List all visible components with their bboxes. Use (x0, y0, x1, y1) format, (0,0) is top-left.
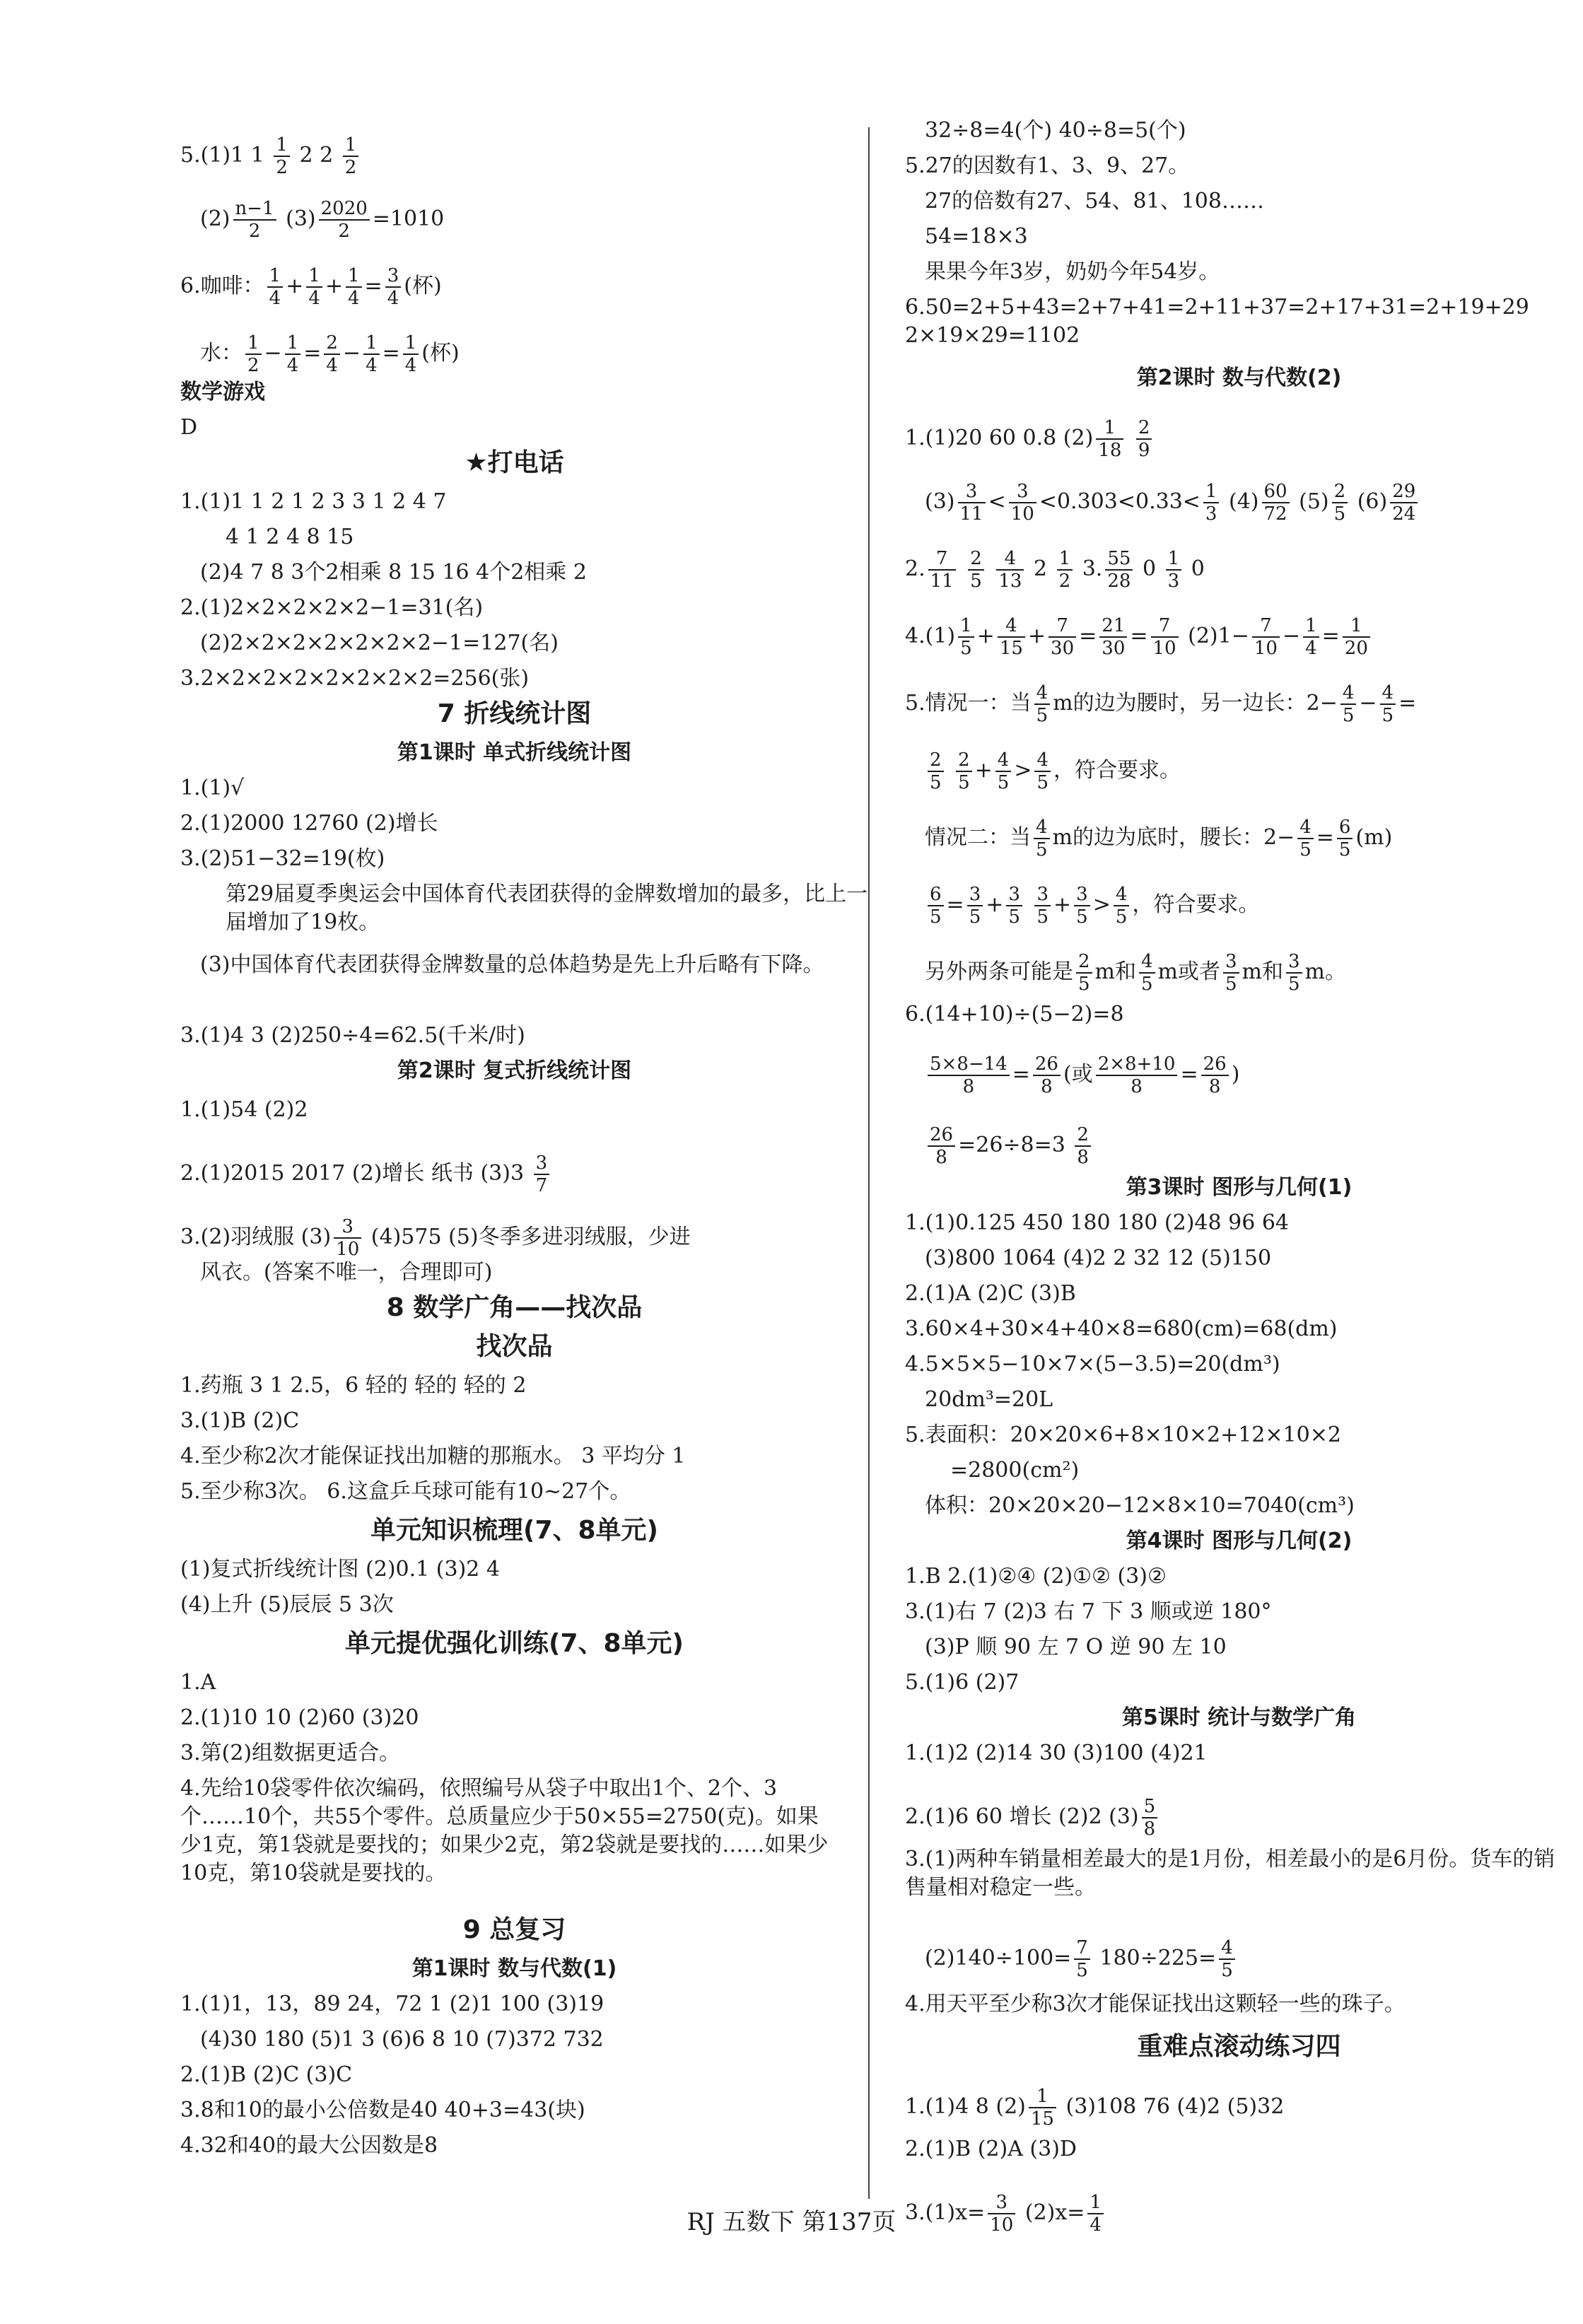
fraction: $\frac{4}{5}$ (1139, 951, 1155, 995)
answer-line: 2.(1)2×2×2×2×2−1=31(名) (180, 595, 484, 620)
answer-line: 2.(1)A (2)C (3)B (905, 1281, 1076, 1306)
fraction: $\frac{4}{15}$ (998, 615, 1025, 659)
answer-line: 4.(1) $\frac{1}{5}$ + $\frac{4}{15}$ + $\frac{7}{30}$ = $\frac{21}{30}$ = $\frac{7}{10}$ (2)1− $\frac{7}{10}$ − $\frac{1}{4}$ = $\frac{1}{20}$ (905, 615, 1373, 659)
fraction: $\frac{1}{3}$ (1166, 548, 1182, 592)
fraction: $\frac{1}{4}$ (346, 265, 362, 309)
fraction: $\frac{7}{30}$ (1048, 615, 1076, 659)
answer-line: 1.(1)0.125 450 180 180 (2)48 96 64 (905, 1210, 1290, 1235)
answer-line: 1.(1)1，13，89 24，72 1 (2)1 100 (3)19 (180, 1992, 604, 2016)
answer-line: 果果今年3岁，奶奶今年54岁。 (925, 259, 1220, 284)
fraction: $\frac{n-1}{2}$ (233, 198, 276, 242)
fraction: $\frac{3}{7}$ (534, 1152, 550, 1196)
section-heading: 第4课时 图形与几何(2) (1126, 1529, 1353, 1553)
fraction: $\frac{2}{5}$ (1076, 951, 1092, 995)
answer-line: $\frac{5\times 8-14}{8}$ = $\frac{26}{8}$ (或 $\frac{2\times 8+10}{8}$ = $\frac{26}{8}$ ) (925, 1053, 1239, 1097)
section-heading: 9 总复习 (462, 1915, 566, 1944)
answer-line: 1.B 2.(1)②④ (2)①② (3)② (905, 1564, 1167, 1589)
section-heading: 8 数学广角——找次品 (386, 1293, 643, 1322)
answer-line: $\frac{6}{5}$ = $\frac{3}{5}$ + $\frac{3}{5}$ $\frac{3}{5}$ + $\frac{3}{5}$ > $\frac{4}{5}$ ，符合要求。 (925, 884, 1259, 928)
fraction: $\frac{4}{5}$ (1297, 817, 1314, 860)
answer-line: $\frac{26}{8}$ =26÷8=3 $\frac{2}{8}$ (925, 1124, 1094, 1168)
answer-line: 3.(1)4 3 (2)250÷4=62.5(千米/时) (180, 1023, 525, 1048)
fraction: $\frac{3}{5}$ (1223, 951, 1239, 995)
fraction: $\frac{3}{5}$ (1006, 884, 1022, 928)
answer-line: (3)中国体育代表团获得金牌数量的总体趋势是先上升后略有下降。 (200, 952, 824, 977)
fraction: $\frac{26}{8}$ (928, 1124, 955, 1168)
answer-line: 情况二：当 $\frac{4}{5}$ m的边为底时，腰长：2− $\frac{4}{5}$ = $\frac{6}{5}$ (m) (925, 817, 1393, 860)
column-divider (868, 127, 870, 2199)
section-heading: 数学游戏 (180, 380, 265, 404)
answer-line: 5.(1)6 (2)7 (905, 1670, 1020, 1695)
answer-line: 水： $\frac{1}{2}$ − $\frac{1}{4}$ = $\frac{2}{4}$ − $\frac{1}{4}$ = $\frac{1}{4}$ (杯) (200, 332, 460, 376)
fraction: $\frac{2}{5}$ (1332, 481, 1348, 525)
fraction: $\frac{2}{5}$ (956, 749, 972, 793)
answer-line: 3.(1)两种车销量相差最大的是1月份，相差最小的是6月份。货车的销售量相对稳定一些。 (905, 1847, 1555, 1900)
fraction: $\frac{4}{5}$ (1340, 682, 1357, 726)
answer-line: 32÷8=4(个) 40÷8=5(个) (925, 118, 1186, 143)
fraction: $\frac{7}{11}$ (928, 548, 956, 592)
fraction: $\frac{4}{5}$ (995, 749, 1012, 793)
answer-line: 5.(1)1 1 $\frac{1}{2}$ 2 2 $\frac{1}{2}$ (180, 134, 361, 178)
answer-line: 2. $\frac{7}{11}$ $\frac{2}{5}$ $\frac{4}{13}$ 2 $\frac{1}{2}$ 3. $\frac{55}{28}$ 0 $\frac{1}{3}$ 0 (905, 548, 1205, 592)
answer-line: 3.60×4+30×4+40×8=680(cm)=68(dm) (905, 1316, 1338, 1341)
answer-line: 3.(1)x= $\frac{3}{10}$ (2)x= $\frac{1}{4}$ (905, 2192, 1106, 2236)
section-heading: 7 折线统计图 (437, 699, 592, 728)
section-heading: 第3课时 图形与几何(1) (1126, 1175, 1353, 1200)
answer-line: 6.咖啡： $\frac{1}{4}$ + $\frac{1}{4}$ + $\frac{1}{4}$ = $\frac{3}{4}$ (杯) (180, 265, 442, 309)
answer-line: 6.(14+10)÷(5−2)=8 (905, 1002, 1124, 1027)
section-heading: ★打电话 (465, 448, 564, 477)
answer-line: (4)上升 (5)辰辰 5 3次 (180, 1592, 394, 1617)
fraction: $\frac{4}{5}$ (1380, 682, 1396, 726)
answer-line: 1.(1)1 1 2 1 2 3 3 1 2 4 7 (180, 489, 447, 514)
fraction: $\frac{1}{20}$ (1343, 615, 1370, 659)
fraction: $\frac{1}{2}$ (245, 332, 262, 376)
answer-line: 1.(1)20 60 0.8 (2) $\frac{1}{18}$ $\frac{2}{9}$ (905, 417, 1155, 461)
answer-line: 20dm³=20L (925, 1387, 1053, 1412)
answer-line: 5.情况一：当 $\frac{4}{5}$ m的边为腰时，另一边长：2− $\frac{4}{5}$ − $\frac{4}{5}$ = (905, 682, 1417, 726)
fraction: $\frac{5\times 8-14}{8}$ (928, 1053, 1010, 1097)
answer-line: 1.A (180, 1670, 216, 1695)
section-heading: 找次品 (476, 1332, 553, 1361)
fraction: $\frac{7}{5}$ (1074, 1937, 1090, 1981)
section-heading: 第5课时 统计与数学广角 (1121, 1705, 1357, 1730)
answer-line: 3.(1)右 7 (2)3 右 7 下 3 顺或逆 180° (905, 1599, 1272, 1624)
answer-line: (2)4 7 8 3个2相乘 8 15 16 4个2相乘 2 (200, 560, 587, 585)
answer-line: 1.(1)√ (180, 776, 245, 800)
fraction: $\frac{1}{2}$ (1057, 548, 1073, 592)
answer-line: 54=18×3 (925, 224, 1028, 249)
answer-line: 第29届夏季奥运会中国体育代表团获得的金牌数增加的最多，比上一届增加了19枚。 (226, 882, 868, 935)
fraction: $\frac{1}{18}$ (1096, 417, 1123, 461)
fraction: $\frac{3}{11}$ (958, 481, 986, 525)
answer-line: 3.(2)羽绒服 (3) $\frac{3}{10}$ (4)575 (5)冬季多进羽绒服，少进 (180, 1216, 691, 1260)
fraction: $\frac{5}{8}$ (1142, 1796, 1158, 1840)
fraction: $\frac{60}{72}$ (1262, 481, 1290, 525)
answer-line: (4)30 180 (5)1 3 (6)6 8 10 (7)372 732 (200, 2027, 604, 2052)
fraction: $\frac{1}{4}$ (1303, 615, 1319, 659)
fraction: $\frac{3}{4}$ (385, 265, 402, 309)
answer-line: 2.(1)B (2)C (3)C (180, 2062, 353, 2087)
fraction: $\frac{4}{13}$ (996, 548, 1024, 592)
fraction: $\frac{1}{2}$ (343, 134, 359, 178)
fraction: $\frac{3}{10}$ (988, 2192, 1015, 2236)
fraction: $\frac{26}{8}$ (1033, 1053, 1061, 1097)
fraction: $\frac{1}{4}$ (403, 332, 419, 376)
fraction: $\frac{4}{5}$ (1034, 817, 1050, 860)
answer-line: 2.(1)10 10 (2)60 (3)20 (180, 1705, 419, 1730)
fraction: $\frac{26}{8}$ (1201, 1053, 1229, 1097)
fraction: $\frac{6}{5}$ (928, 884, 944, 928)
fraction: $\frac{2020}{2}$ (319, 198, 370, 242)
answer-line: 6.50=2+5+43=2+7+41=2+11+37=2+17+31=2+19+29 2×19×29=1102 (905, 295, 1529, 348)
fraction: $\frac{2}{9}$ (1136, 417, 1152, 461)
fraction: $\frac{3}{5}$ (967, 884, 983, 928)
answer-line: (1)复式折线统计图 (2)0.1 (3)2 4 (180, 1557, 500, 1582)
fraction: $\frac{7}{10}$ (1151, 615, 1179, 659)
answer-line: 5.27的因数有1、3、9、27。 (905, 153, 1190, 178)
fraction: $\frac{3}{10}$ (334, 1216, 361, 1260)
answer-line: (3)800 1064 (4)2 2 32 12 (5)150 (925, 1246, 1272, 1271)
answer-line: 3.(2)51−32=19(枚) (180, 846, 385, 871)
section-heading: 第1课时 单式折线统计图 (397, 740, 632, 765)
answer-line: 4.32和40的最大公因数是8 (180, 2133, 438, 2158)
fraction: $\frac{2\times 8+10}{8}$ (1096, 1053, 1178, 1097)
answer-line: 5.至少称3次。 6.这盒乒乓球可能有10~27个。 (180, 1479, 631, 1504)
fraction: $\frac{3}{10}$ (1009, 481, 1036, 525)
answer-line: 风衣。(答案不唯一，合理即可) (200, 1260, 493, 1285)
answer-line: 4.先给10袋零件依次编码，依照编号从袋子中取出1个、2个、3个……10个，共55个零件。总质量应少于50×55=2750(克)。如果少1克，第1袋就是要找的；如果少2克，第2袋就是要找的……如果少10克，第10袋就是要找的。 (180, 1776, 829, 1886)
answer-line: (2)2×2×2×2×2×2×2−1=127(名) (200, 631, 559, 655)
answer-line: 4.用天平至少称3次才能保证找出这颗轻一些的珠子。 (905, 1992, 1406, 2016)
page-footer: RJ 五数下 第137页 (687, 2208, 896, 2236)
answer-line: (3) $\frac{3}{11}$ < $\frac{3}{10}$ <0.303<0.33< $\frac{1}{3}$ (4) $\frac{60}{72}$ (5) $\frac{2}{5}$ (6) $\frac{29}{24}$ (925, 481, 1420, 525)
fraction: $\frac{7}{10}$ (1252, 615, 1280, 659)
fraction: $\frac{2}{5}$ (928, 749, 944, 793)
section-heading: 单元提优强化训练(7、8单元) (344, 1629, 684, 1658)
fraction: $\frac{55}{28}$ (1105, 548, 1133, 592)
fraction: $\frac{4}{5}$ (1114, 884, 1130, 928)
answer-line: 1.(1)54 (2)2 (180, 1097, 308, 1122)
section-heading: 第2课时 复式折线统计图 (397, 1058, 632, 1083)
answer-line: (2) $\frac{n-1}{2}$ (3) $\frac{2020}{2}$ =1010 (200, 198, 445, 242)
answer-line: 3.8和10的最小公倍数是40 40+3=43(块) (180, 2098, 585, 2122)
answer-line: 2.(1)B (2)A (3)D (905, 2137, 1077, 2161)
fraction: $\frac{3}{5}$ (1286, 951, 1302, 995)
answer-line: 4.5×5×5−10×7×(5−3.5)=20(dm³) (905, 1352, 1280, 1377)
fraction: $\frac{21}{30}$ (1099, 615, 1127, 659)
fraction: $\frac{6}{5}$ (1337, 817, 1353, 860)
fraction: $\frac{4}{5}$ (1034, 749, 1051, 793)
fraction: $\frac{3}{5}$ (1074, 884, 1090, 928)
answer-line: (2)140÷100= $\frac{7}{5}$ 180÷225= $\frac{4}{5}$ (925, 1937, 1238, 1981)
fraction: $\frac{1}{4}$ (363, 332, 380, 376)
answer-line: 3.(1)B (2)C (180, 1408, 300, 1433)
answer-line: 4.至少称2次才能保证找出加糖的那瓶水。 3 平均分 1 (180, 1444, 686, 1468)
fraction: $\frac{2}{5}$ (968, 548, 984, 592)
answer-line: 1.(1)4 8 (2) $\frac{1}{15}$ (3)108 76 (4)2 (5)32 (905, 2086, 1285, 2130)
answer-line: 2.(1)2015 2017 (2)增长 纸书 (3)3 $\frac{3}{7}$ (180, 1152, 552, 1196)
answer-line: 另外两条可能是 $\frac{2}{5}$ m和 $\frac{4}{5}$ m或者 $\frac{3}{5}$ m和 $\frac{3}{5}$ m。 (925, 951, 1346, 995)
answer-line: $\frac{2}{5}$ $\frac{2}{5}$ + $\frac{4}{5}$ > $\frac{4}{5}$ ，符合要求。 (925, 749, 1181, 793)
answer-line: 1.(1)2 (2)14 30 (3)100 (4)21 (905, 1741, 1208, 1765)
fraction: $\frac{29}{24}$ (1390, 481, 1418, 525)
answer-line: 2.(1)6 60 增长 (2)2 (3) $\frac{5}{8}$ (905, 1796, 1160, 1840)
fraction: $\frac{3}{5}$ (1034, 884, 1051, 928)
answer-line: 2.(1)2000 12760 (2)增长 (180, 811, 438, 836)
fraction: $\frac{1}{4}$ (1087, 2192, 1104, 2236)
fraction: $\frac{2}{4}$ (324, 332, 340, 376)
fraction: $\frac{1}{4}$ (285, 332, 301, 376)
answer-line: (3)P 顺 90 左 7 O 逆 90 左 10 (925, 1635, 1227, 1659)
answer-line: 3.第(2)组数据更适合。 (180, 1741, 401, 1765)
answer-line: =2800(cm²) (950, 1458, 1080, 1483)
answer-line: 体积：20×20×20−12×8×10=7040(cm³) (925, 1493, 1355, 1518)
section-heading: 第2课时 数与代数(2) (1136, 366, 1342, 390)
fraction: $\frac{1}{4}$ (267, 265, 284, 309)
fraction: $\frac{2}{8}$ (1075, 1124, 1091, 1168)
answer-line: 4 1 2 4 8 15 (226, 525, 354, 549)
fraction: $\frac{1}{2}$ (274, 134, 290, 178)
fraction: $\frac{4}{5}$ (1219, 1937, 1235, 1981)
fraction: $\frac{1}{15}$ (1029, 2086, 1056, 2130)
section-heading: 第1课时 数与代数(1) (411, 1956, 617, 1981)
answer-line: 1.药瓶 3 1 2.5，6 轻的 轻的 轻的 2 (180, 1373, 527, 1398)
answer-line: 27的倍数有27、54、81、108…… (925, 189, 1264, 214)
answer-line: 5.表面积：20×20×6+8×10×2+12×10×2 (905, 1423, 1341, 1447)
section-heading: 单元知识梳理(7、8单元) (370, 1516, 658, 1545)
answer-line: 3.2×2×2×2×2×2×2×2=256(张) (180, 666, 530, 691)
fraction: $\frac{1}{5}$ (958, 615, 974, 659)
fraction: $\frac{1}{4}$ (306, 265, 322, 309)
answer-line: D (180, 415, 198, 440)
fraction: $\frac{1}{3}$ (1203, 481, 1220, 525)
section-heading: 重难点滚动练习四 (1137, 2032, 1341, 2061)
fraction: $\frac{4}{5}$ (1034, 682, 1051, 726)
